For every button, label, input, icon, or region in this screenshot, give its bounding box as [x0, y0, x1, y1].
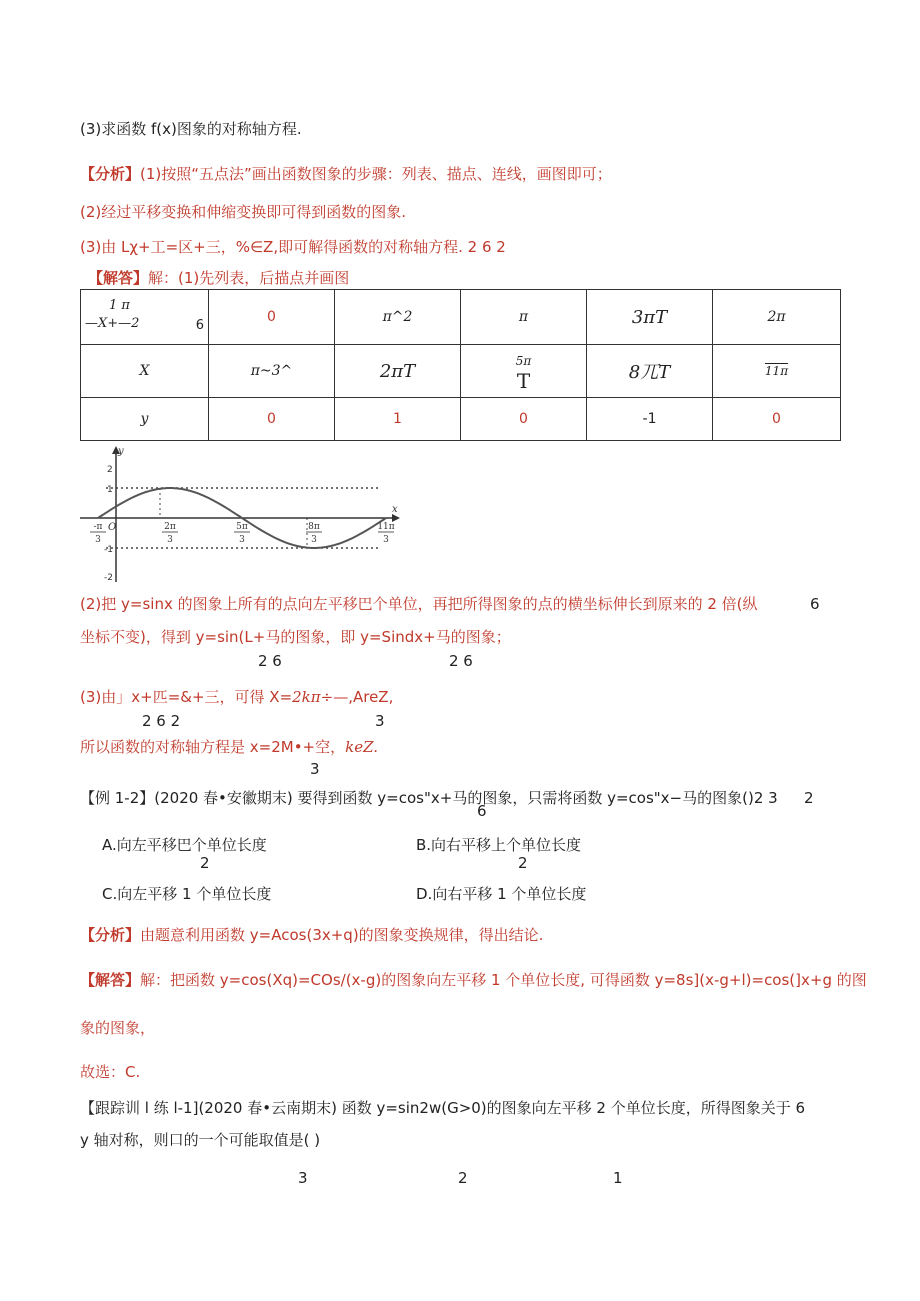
y-tick-minus-2: -2 — [104, 573, 113, 583]
table-cell: 0 — [209, 290, 335, 345]
header-expr: —X+—2 — [85, 316, 140, 331]
origin-label: O — [108, 522, 117, 533]
five-point-table — [80, 289, 841, 441]
question-3: (3)求函数 f(x)图象的对称轴方程. — [80, 120, 302, 138]
tracking-num-1: 3 — [298, 1169, 308, 1187]
y-axis-label: y — [118, 446, 124, 457]
x-axis-label: x — [392, 504, 398, 515]
x-tick-denominator: 3 — [95, 535, 101, 545]
part3-line-1 — [80, 688, 393, 706]
answer-intro: 解：(1)先列表，后描点并画图 — [148, 269, 350, 287]
cell-frac-bottom: T — [516, 369, 531, 393]
answer2-text: 解：把函数 y=cos(Xq)=COs/(x-g)的图象向左平移 1 个单位长度, 可得函数 y=8s](x-g+l)=cos(]x+g 的图 — [140, 971, 867, 989]
x-tick-numerator: 5π — [236, 522, 248, 532]
tracking-line-2: y 轴对称，则口的一个可能取值是( ) — [80, 1131, 321, 1149]
analysis2-line — [80, 926, 543, 944]
table-row — [81, 398, 841, 441]
y-tick-1: 1 — [107, 485, 113, 495]
x-tick-denominator: 3 — [239, 535, 245, 545]
option-c[interactable]: C.向左平移 1 个单位长度 — [102, 885, 272, 903]
header-frac-top: 1 π — [109, 298, 130, 313]
x-axis-arrow — [392, 514, 400, 522]
answer2-tag: 【解答】 — [80, 971, 141, 989]
part3-text-c: ,AreZ, — [348, 688, 394, 706]
part2-superscript: 6 — [810, 595, 820, 613]
answer2-choice: 故选：C. — [80, 1063, 141, 1081]
option-b-sub: 2 — [518, 854, 528, 872]
option-d[interactable]: D.向右平移 1 个单位长度 — [416, 885, 587, 903]
analysis2-text: 由题意利用函数 y=Acos(3x+q)的图象变换规律，得出结论. — [140, 926, 544, 944]
header-den: 6 — [195, 318, 204, 333]
answer2-line-2: 象的图象， — [80, 1019, 156, 1037]
analysis-tag: 【分析】 — [80, 165, 141, 183]
option-a[interactable]: A.向左平移巴个单位长度 — [102, 836, 267, 854]
analysis2-tag: 【分析】 — [80, 926, 141, 944]
table-row-label: X — [81, 345, 209, 398]
table-cell: π — [461, 290, 587, 345]
part2-line-2: 坐标不变)，得到 y=sin(L+马的图象，即 y=Sindx+马的图象； — [80, 628, 511, 646]
example-line: 【例 1-2】(2020 春•安徽期末) 要得到函数 y=cos"x+马的图象，只需将函数 y=cos"x−马的图象()2 3 — [80, 789, 778, 807]
y-tick-2: 2 — [107, 465, 113, 475]
x-tick-label — [377, 522, 394, 545]
table-cell: π^2 — [335, 290, 461, 345]
part3-denominator: 3 — [375, 712, 385, 730]
table-cell: 0 — [713, 398, 841, 441]
x-tick-numerator: 8π — [308, 522, 320, 532]
x-tick-label — [162, 522, 178, 545]
part3-text-a: (3)由」x+匹=&+三，可得 X= — [80, 688, 293, 706]
x-tick-numerator: 11π — [377, 522, 395, 532]
answer-tag: 【解答】 — [88, 269, 149, 287]
table-cell: 2πT — [335, 345, 461, 398]
table-cell: π~3^ — [209, 345, 335, 398]
x-tick-numerator: 2π — [164, 522, 176, 532]
analysis-line-3 — [80, 238, 506, 256]
x-tick-label — [90, 522, 106, 545]
table-row-label: y — [81, 398, 209, 441]
analysis-line-1 — [80, 165, 612, 183]
option-a-sub: 2 — [200, 854, 210, 872]
x-tick-denominator: 3 — [311, 535, 317, 545]
table-cell: 11π — [713, 345, 841, 398]
table-cell: 0 — [461, 398, 587, 441]
table-cell: 0 — [209, 398, 335, 441]
part2-line-1 — [80, 595, 758, 613]
table-cell: -1 — [587, 398, 713, 441]
table-row — [81, 290, 841, 345]
tracking-num-3: 1 — [613, 1169, 623, 1187]
table-cell: 1 — [335, 398, 461, 441]
part2-text-1: (2)把 y=sinx 的图象上所有的点向左平移巴个单位，再把所得图象的点的横坐标伸长到原来的 2 倍(纵 — [80, 595, 758, 613]
cell-frac-top: 5π — [515, 354, 532, 368]
y-tick-minus-1: -1 — [104, 545, 113, 555]
part3-subscripts: 2 6 2 — [142, 712, 181, 730]
part3-axis-text: 所以函数的对称轴方程是 x=2M•+空， — [80, 738, 346, 756]
x-tick-label — [234, 522, 250, 545]
table-cell — [461, 345, 587, 398]
answer-line — [88, 269, 349, 287]
tracking-num-2: 2 — [458, 1169, 468, 1187]
part2-subscripts-b: 2 6 — [449, 652, 473, 670]
table-cell: 8兀T — [587, 345, 713, 398]
analysis-text-3: (3)由 Lχ+工=区+三，%∈Z,即可解得函数的对称轴方程. 2 6 2 — [80, 238, 506, 256]
x-tick-label — [306, 522, 322, 545]
x-tick-numerator: -π — [93, 522, 103, 532]
answer2-line — [80, 971, 867, 989]
sine-graph — [80, 442, 400, 584]
part3-k-text: keZ. — [345, 738, 379, 756]
table-cell: 2π — [713, 290, 841, 345]
part3-text-b: 2kπ÷— — [292, 688, 349, 706]
analysis-line-2: (2)经过平移变换和伸缩变换即可得到函数的图象. — [80, 203, 407, 221]
example-sub-num: 6 — [477, 802, 487, 820]
part3-line-3 — [80, 738, 378, 756]
option-b[interactable]: B.向右平移上个单位长度 — [416, 836, 582, 854]
part3-den-2: 3 — [310, 760, 320, 778]
tracking-line-1: 【跟踪训 l 练 l-1](2020 春•云南期末) 函数 y=sin2w(G>0)的图象向左平移 2 个单位长度，所得图象关于 6 — [80, 1099, 806, 1117]
table-header-cell — [81, 290, 209, 345]
table-cell: 3πT — [587, 290, 713, 345]
x-tick-denominator: 3 — [167, 535, 173, 545]
table-row — [81, 345, 841, 398]
part2-subscripts-a: 2 6 — [258, 652, 282, 670]
analysis-text-1: (1)按照“五点法”画出函数图象的步骤：列表、描点、连线，画图即可； — [140, 165, 612, 183]
x-tick-labels — [90, 522, 395, 545]
x-tick-denominator: 3 — [383, 535, 389, 545]
example-right-num: 2 — [804, 789, 814, 807]
